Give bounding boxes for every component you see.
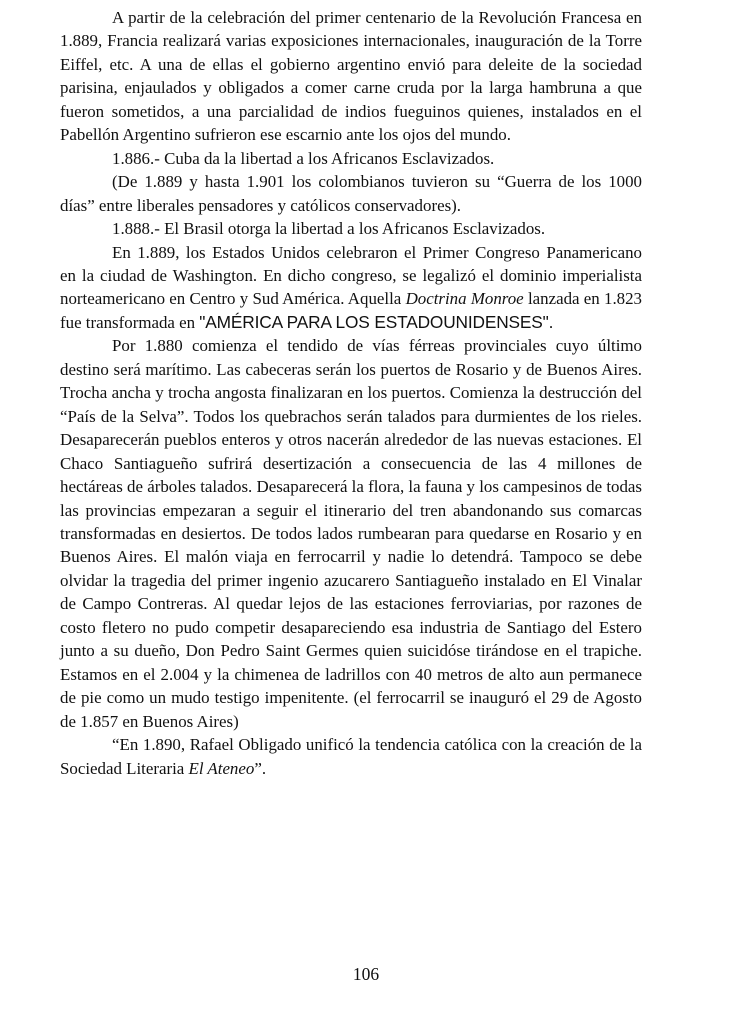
doctrina-monroe-italic: Doctrina Monroe <box>405 289 524 309</box>
paragraph-panamerican-congress <box>60 241 642 335</box>
el-ateneo-italic: El Ateneo <box>188 758 255 778</box>
paragraph-colombia-war: (De 1.889 y hasta 1.901 los colombianos tuvieron su “Guerra de los 1000 días” entre liberales pensadores y católicos conservadores). <box>60 172 642 215</box>
ateneo-text-end: ”. <box>254 758 267 778</box>
paragraph-cuba-1886: 1.886.- Cuba da la libertad a los Africanos Esclavizados. <box>112 148 495 168</box>
paragraph-paris-exposition: A partir de la celebración del primer centenario de la Revolución Francesa en 1.889, Francia realizará varias exposiciones internacionales, inauguración de la Torre Eiffel, etc. A una de ellas el gobierno argentino envió para deleite de la sociedad parisina, enjaulados y obligados a comer carne cruda por la larga hambruna a que fueron sometidos, a una parcialidad de indios fueguinos quienes, instalados en el Pabellón Argentino sufrieron ese escarnio ante los ojos del mundo. <box>60 8 642 145</box>
panamerican-text-middle: lanzada en 1.823 fue transformada en <box>60 289 643 332</box>
page-number: 106 <box>352 964 380 984</box>
panamerican-text-start: En 1.889, los Estados Unidos celebraron el Primer Congreso Panamericano en la ciudad de Washington. En dicho congreso, se legalizó el dominio imperialista norteamericano en Centro y Sud América. Aquella <box>60 242 642 309</box>
paragraph-brasil-1888: 1.888.- El Brasil otorga la libertad a los Africanos Esclavizados. <box>112 219 546 239</box>
paragraph-el-ateneo <box>60 733 642 780</box>
paragraph-railways: Por 1.880 comienza el tendido de vías férreas provinciales cuyo último destino será marítimo. Las cabeceras serán los puertos de Rosario y de Buenos Aires. Trocha ancha y trocha angosta finalizaran en los puertos. Comienza la destrucción del “País de la Selva”. Todos los quebrachos serán talados para durmientes de los rieles. Desaparecerán pueblos enteros y otros nacerán alrededor de las nuevas estaciones. El Chaco Santiagueño sufrirá desertización a consecuencia de las 4 millones de hectáreas de árboles talados. Desaparecerá la flora, la fauna y los campesinos de todas las provincias empezaran a seguir el itinerario del tren abandonando sus comarcas transformadas en desiertos. De todos lados rumbearan para quedarse en Rosario y en Buenos Aires. El malón viaja en ferrocarril y nadie lo detendrá. Tampoco se debe olvidar la tragedia del primer ingenio azucarero Santiagueño instalado en El Vinalar de Campo Contreras. Al quedar lejos de las estaciones ferroviarias, por razones de costo fletero no pudo competir desapareciendo esa industria de Santiago del Estero junto a su dueño, Don Pedro Saint Germes quien suicidóse tirándose en el trapiche. Estamos en el 2.004 y la chimenea de ladrillos con 40 metros de alto aun permanece de pie como un mudo testigo impenitente. (el ferrocarril se inauguró el 29 de Agosto de 1.857 en Buenos Aires) <box>60 336 642 731</box>
america-slogan: "AMÉRICA PARA LOS ESTADOUNIDENSES". <box>199 311 554 332</box>
document-page <box>60 6 642 780</box>
ateneo-text-start: “En 1.890, Rafael Obligado unificó la tendencia católica con la creación de la Sociedad Literaria <box>60 735 642 778</box>
